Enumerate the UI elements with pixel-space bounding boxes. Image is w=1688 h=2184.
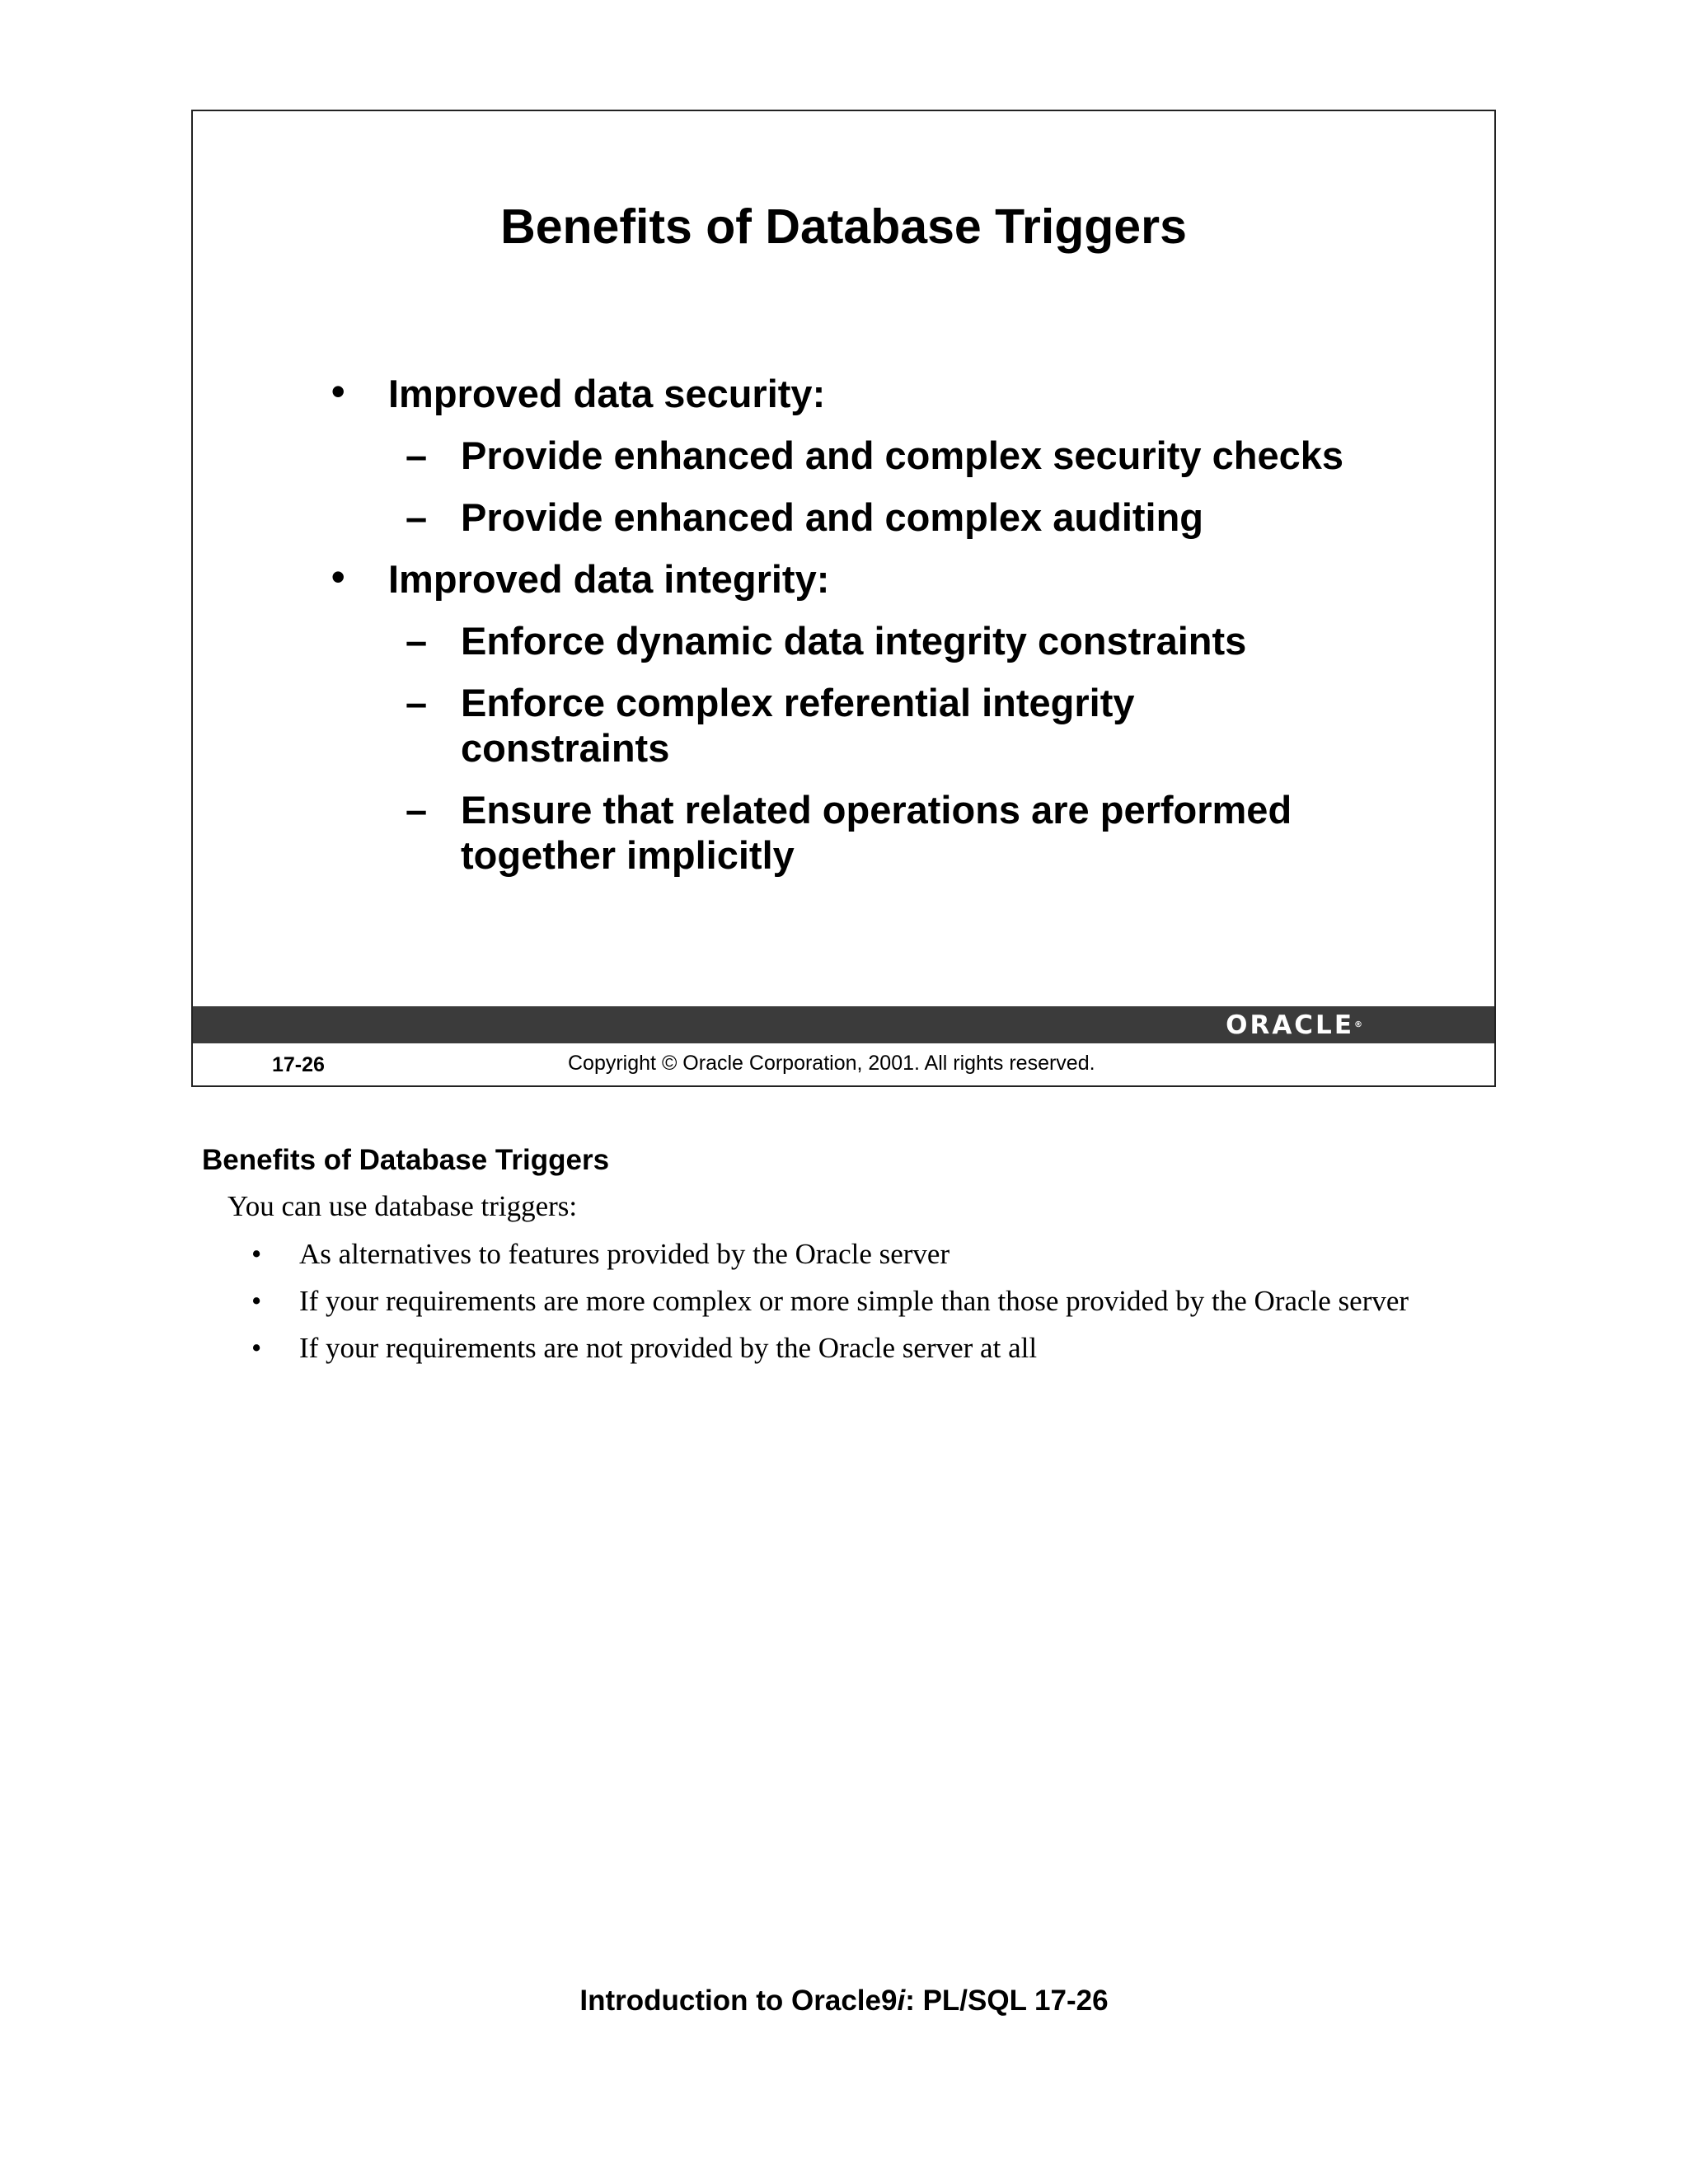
copyright-notice: Copyright © Oracle Corporation, 2001. All rights reserved. (568, 1052, 1095, 1075)
footer-suffix: : PL/SQL 17-26 (905, 1985, 1109, 2017)
slide-sub-bullet (193, 433, 1498, 478)
slide-bullet (193, 556, 1498, 602)
oracle-logo-text: ORACLE (1226, 1010, 1354, 1040)
slide-sub-bullet-text: Enforce dynamic data integrity constraints (461, 619, 1247, 663)
notes-bullet-list (0, 1238, 1409, 1379)
bullet-dot-icon: • (251, 1285, 262, 1317)
footer-prefix: Introduction to Oracle9 (579, 1985, 898, 2017)
notes-item-text: If your requirements are more complex or more simple than those provided by the Oracle server (299, 1285, 1409, 1317)
footer-italic: i (897, 1985, 906, 2017)
slide-sub-bullet-text: Ensure that related operations are performed together implicitly (461, 788, 1292, 877)
slide-sub-bullet-text: Provide enhanced and complex security checks (461, 434, 1343, 477)
notes-item-text: As alternatives to features provided by the Oracle server (299, 1238, 950, 1270)
slide-title: Benefits of Database Triggers (500, 199, 1187, 254)
slide-bullet-text: Improved data integrity: (388, 557, 830, 601)
slide-sub-bullet (193, 618, 1498, 663)
slide-sub-bullet (193, 787, 1498, 878)
slide-sub-bullet (193, 494, 1498, 540)
notes-list-item (0, 1238, 1409, 1271)
slide-bullet (193, 371, 1498, 416)
slide-footer (193, 1043, 1494, 1087)
bullet-dot-icon: • (251, 1332, 262, 1364)
bullet-dot-icon: • (251, 1238, 262, 1270)
slide-sub-bullet-text: Provide enhanced and complex auditing (461, 495, 1204, 539)
dash-icon: – (406, 619, 428, 663)
bullet-dot-icon: • (331, 369, 345, 413)
notes-heading: Benefits of Database Triggers (202, 1144, 610, 1176)
slide-sub-bullet (193, 680, 1498, 771)
dash-icon: – (406, 788, 428, 832)
slide-footer-bar (193, 1006, 1494, 1043)
slide-frame (191, 110, 1496, 1087)
bullet-dot-icon: • (331, 555, 345, 598)
slide-number: 17-26 (272, 1053, 325, 1076)
page-footer (0, 1985, 1688, 2018)
slide-sub-bullet-text: Enforce complex referential integrity constraints (461, 681, 1135, 770)
notes-intro: You can use database triggers: (227, 1190, 578, 1222)
slide-bullet-list (193, 371, 1498, 878)
notes-list-item (0, 1285, 1409, 1318)
dash-icon: – (406, 434, 428, 477)
slide-bullet-text: Improved data security: (388, 372, 826, 415)
oracle-logo (1226, 1010, 1362, 1041)
dash-icon: – (406, 495, 428, 539)
registered-mark: ® (1354, 1020, 1362, 1029)
notes-item-text: If your requirements are not provided by the Oracle server at all (299, 1332, 1038, 1364)
notes-list-item (0, 1332, 1409, 1365)
dash-icon: – (406, 681, 428, 724)
